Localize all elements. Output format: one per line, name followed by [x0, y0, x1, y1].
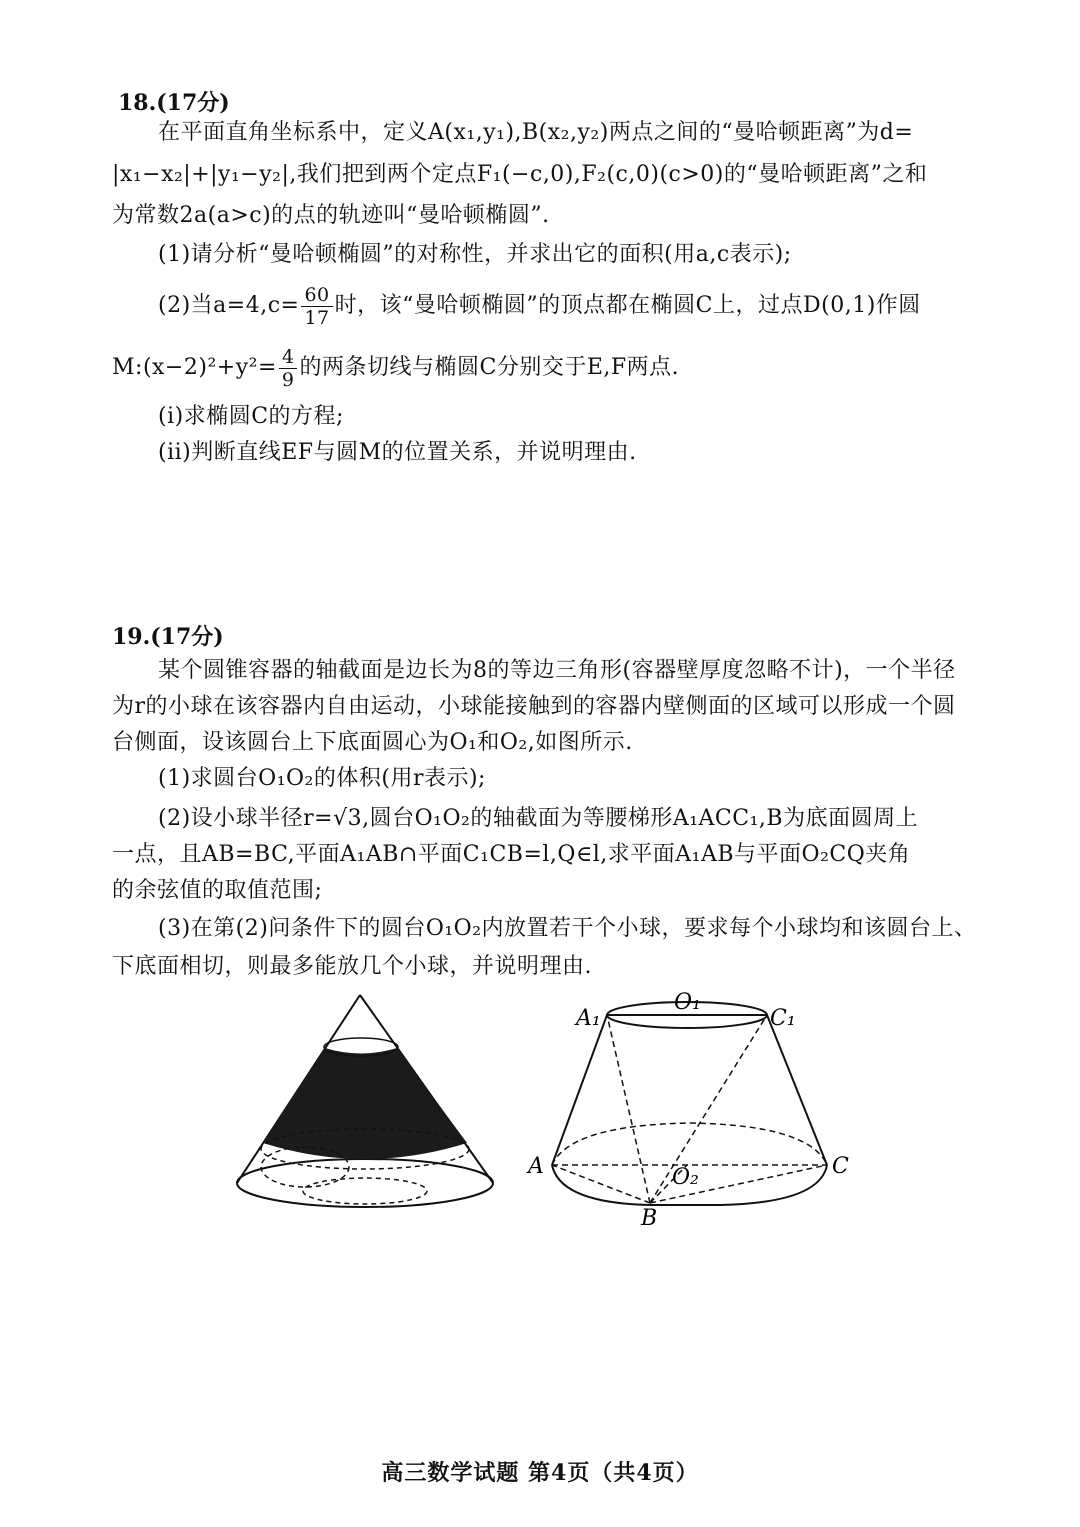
cone-base-ellipse — [237, 1159, 493, 1207]
q19-part-2-line-1: (2)设小球半径r=√3,圆台O₁O₂的轴截面为等腰梯形A₁ACC₁,B为底面圆周上 — [158, 806, 919, 831]
frustum-bottom-back-arc — [552, 1123, 827, 1165]
fraction-60-over-17 — [301, 284, 332, 329]
cone-figure — [225, 985, 525, 1220]
segment-BC1 — [650, 1015, 767, 1203]
frustum-figure — [520, 985, 860, 1230]
label-A: A — [528, 1154, 544, 1179]
q19-part-3-line-2: 下底面相切，则最多能放几个小球，并说明理由. — [112, 954, 592, 979]
question-18-heading: 18.(17分) — [118, 90, 230, 116]
q18-paragraph-line-2: |x₁−x₂|+|y₁−y₂|,我们把到两个定点F₁(−c,0),F₂(c,0)(c>0)的“曼哈顿距离”之和 — [112, 162, 928, 187]
question-19-heading: 19.(17分) — [112, 624, 224, 650]
q18-paragraph-line-1: 在平面直角坐标系中，定义A(x₁,y₁),B(x₂,y₂)两点之间的“曼哈顿距离”为d= — [158, 120, 914, 145]
q19-paragraph-line-2: 为r的小球在该容器内自由运动，小球能接触到的容器内壁侧面的区域可以形成一个圆 — [112, 694, 956, 719]
frustum-left-side — [552, 1015, 607, 1165]
label-C: C — [832, 1154, 849, 1179]
q18-part-2-suffix: 时，该“曼哈顿椭圆”的顶点都在椭圆C上，过点D(0,1)作圆 — [334, 293, 921, 318]
fraction-4-over-9 — [279, 346, 298, 391]
segment-BA — [552, 1165, 650, 1203]
q18-part-2-line-1 — [158, 276, 921, 336]
fraction-denominator: 17 — [304, 306, 330, 329]
q18-sub-ii: (ii)判断直线EF与圆M的位置关系，并说明理由. — [158, 440, 637, 465]
frustum-right-side — [767, 1015, 827, 1165]
band-top-ellipse — [324, 1038, 398, 1056]
q18-sub-i: (i)求椭圆C的方程; — [158, 404, 344, 429]
q19-part-3-line-1: (3)在第(2)问条件下的圆台O₁O₂内放置若干个小球，要求每个小球均和该圆台上、 — [158, 916, 977, 941]
circle-equation-prefix: M:(x−2)²+y²= — [112, 355, 277, 380]
q18-part-1: (1)请分析“曼哈顿椭圆”的对称性，并求出它的面积(用a,c表示); — [158, 242, 792, 267]
ball-dashed-circle-bottom — [303, 1178, 427, 1204]
label-A1: A₁ — [576, 1006, 601, 1031]
q19-part-2-line-2: 一点，且AB=BC,平面A₁AB∩平面C₁CB=l,Q∈l,求平面A₁AB与平面O₂CQ夹角 — [112, 842, 911, 867]
circle-equation-suffix: 的两条切线与椭圆C分别交于E,F两点. — [299, 355, 680, 380]
fraction-numerator: 60 — [301, 284, 332, 307]
label-B: B — [641, 1206, 658, 1230]
q19-paragraph-line-3: 台侧面，设该圆台上下底面圆心为O₁和O₂,如图所示. — [112, 730, 633, 755]
label-O1: O₁ — [674, 990, 701, 1015]
q18-part-2-prefix: (2)当a=4,c= — [158, 293, 300, 318]
page-footer: 高三数学试题 第4页（共4页） — [381, 1460, 699, 1486]
q18-part-2-line-2 — [112, 338, 679, 398]
label-C1: C₁ — [770, 1006, 796, 1031]
shaded-frustum-band — [263, 1048, 467, 1159]
q18-paragraph-line-3: 为常数2a(a>c)的点的轨迹叫“曼哈顿椭圆”. — [112, 203, 550, 228]
q19-paragraph-line-1: 某个圆锥容器的轴截面是边长为8的等边三角形(容器壁厚度忽略不计)，一个半径 — [158, 658, 956, 683]
segment-BA1 — [607, 1015, 650, 1203]
fraction-denominator: 9 — [281, 368, 295, 391]
label-O2: O₂ — [672, 1165, 699, 1190]
fraction-numerator: 4 — [279, 346, 298, 369]
q19-part-2-line-3: 的余弦值的取值范围; — [112, 878, 323, 903]
q19-part-1: (1)求圆台O₁O₂的体积(用r表示); — [158, 766, 486, 791]
